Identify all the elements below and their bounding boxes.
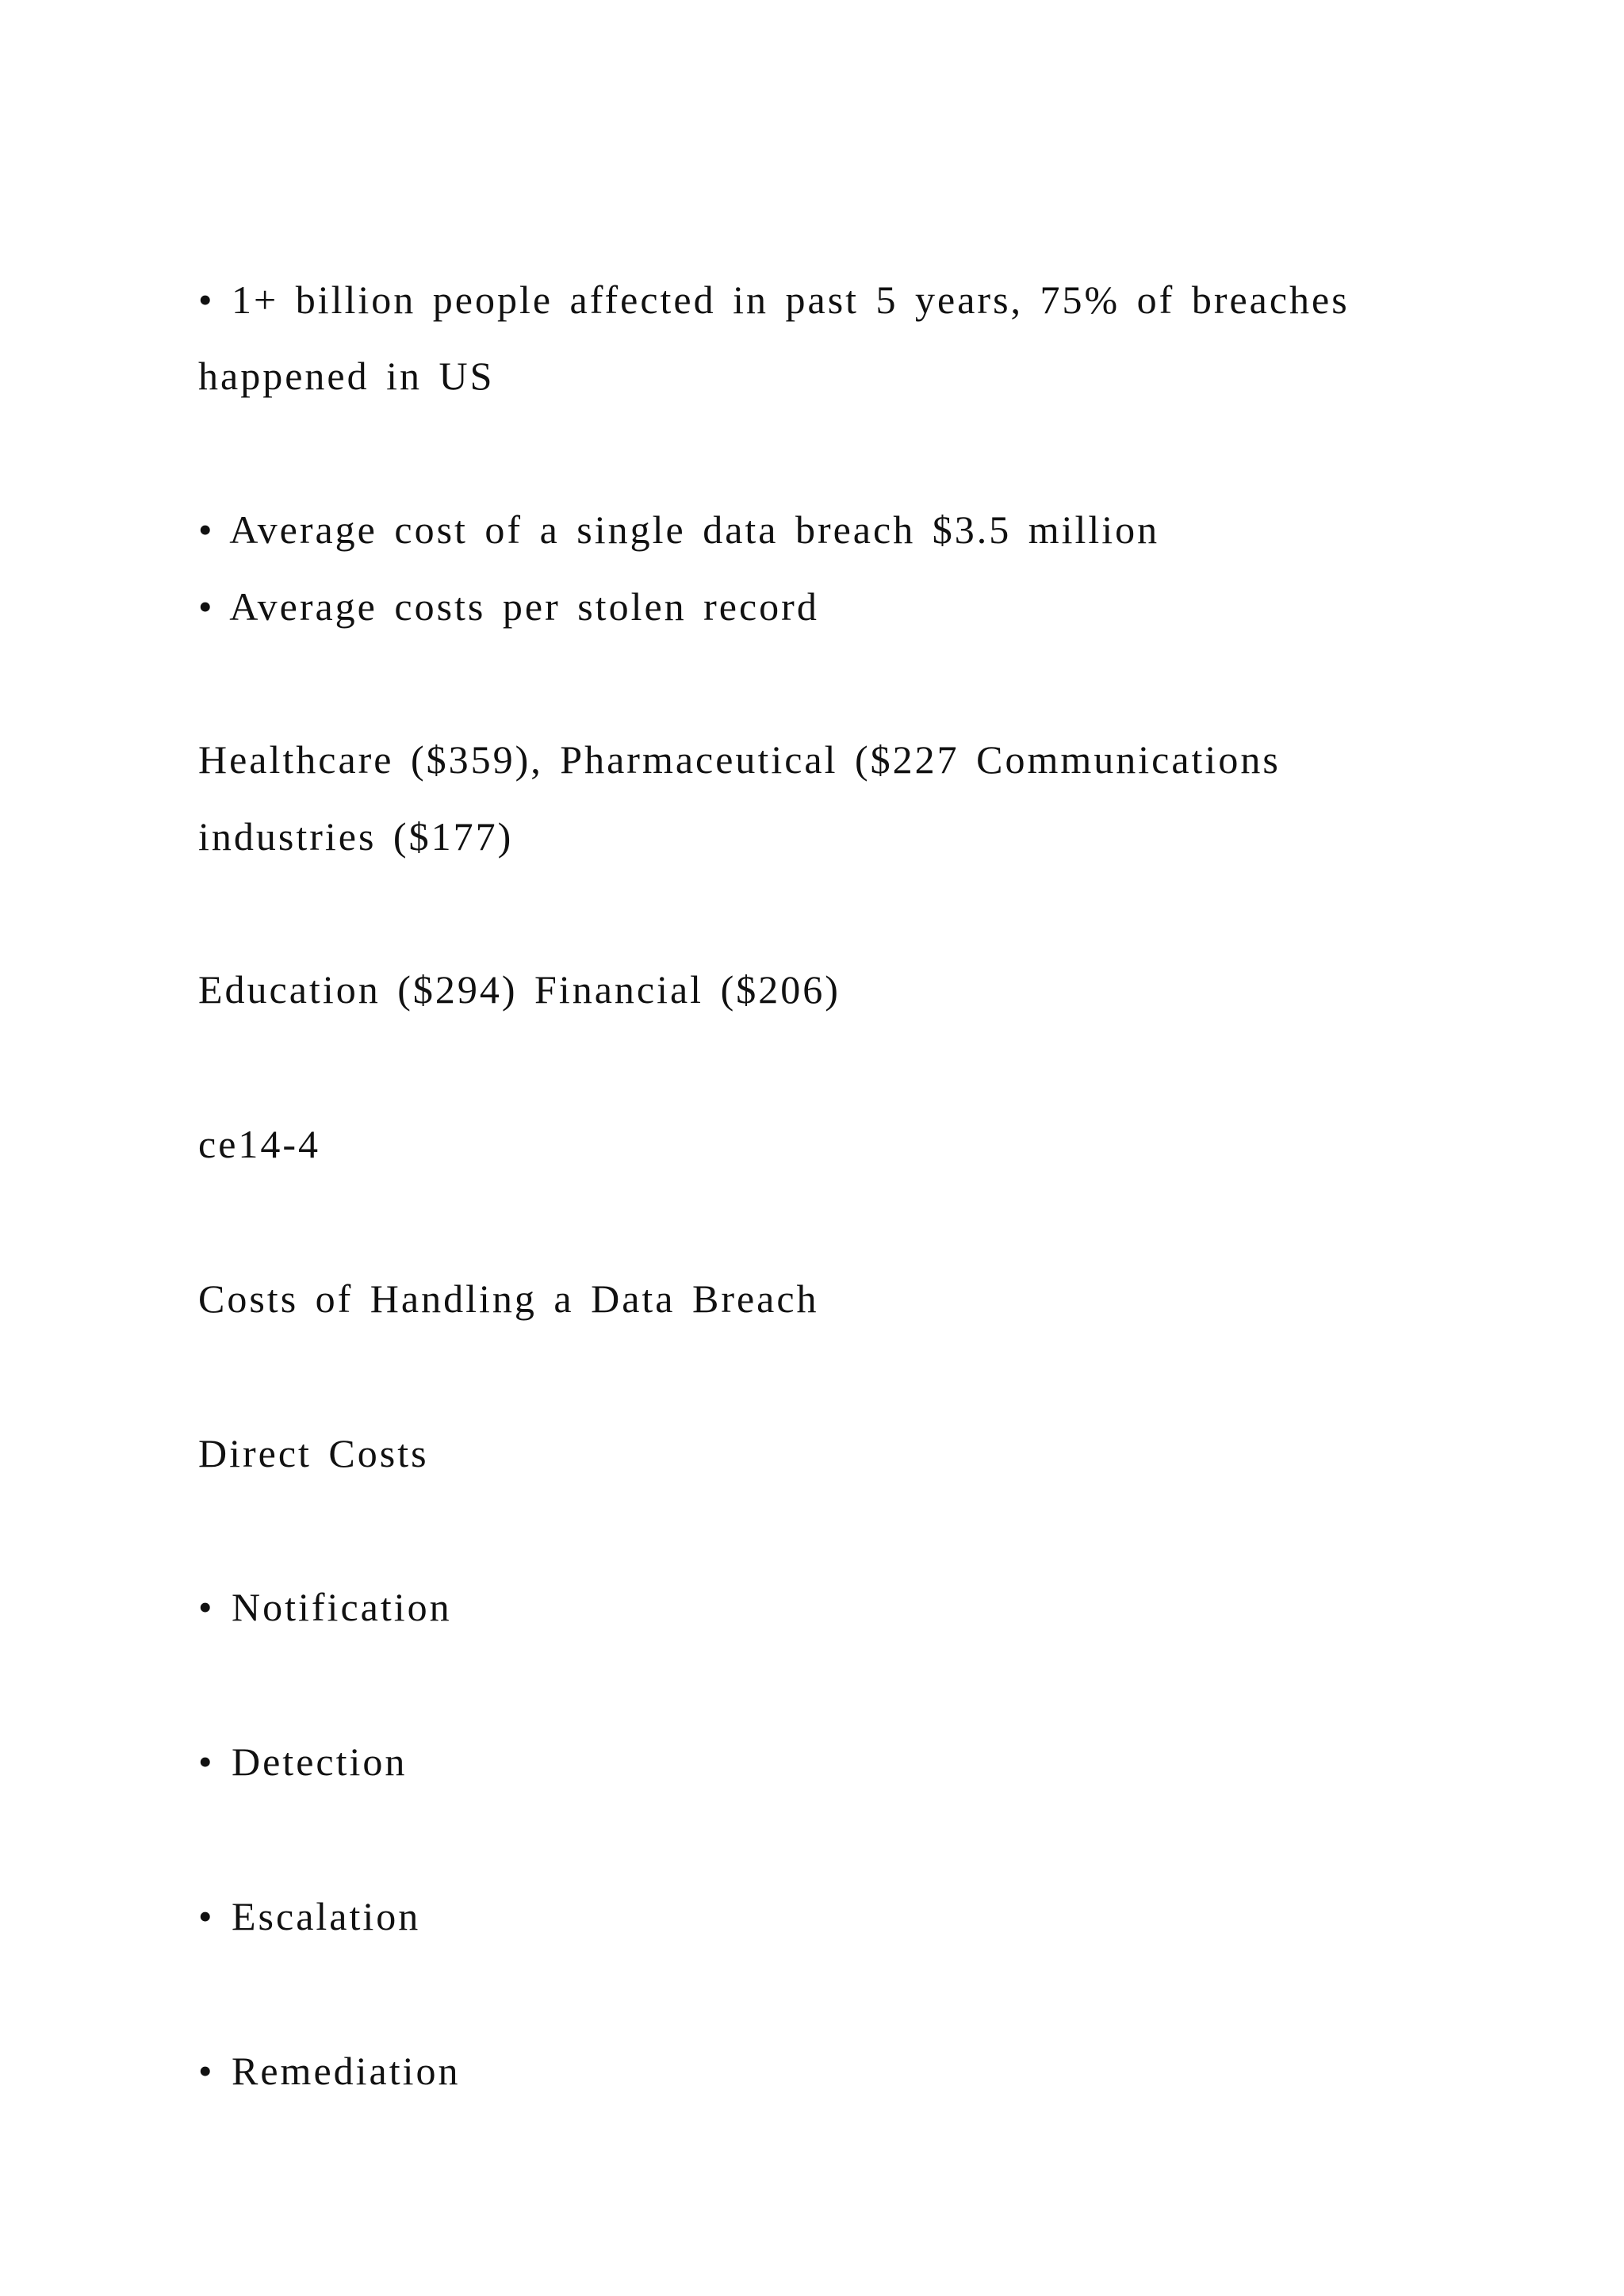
section-heading: Costs of Handling a Data Breach xyxy=(198,1276,819,1321)
bullet-people-affected-continued: happened in US xyxy=(198,354,495,398)
bullet-people-affected: • 1+ billion people affected in past 5 years, 75% of breaches xyxy=(198,277,1350,322)
bullet-detection: • Detection xyxy=(198,1739,408,1784)
slide-reference: ce14-4 xyxy=(198,1122,321,1166)
bullet-remediation: • Remediation xyxy=(198,2049,461,2093)
industry-costs-line-1: Healthcare ($359), Pharmaceutical ($227 Communications xyxy=(198,737,1281,782)
subheading-direct-costs: Direct Costs xyxy=(198,1431,429,1475)
bullet-escalation: • Escalation xyxy=(198,1894,421,1938)
industry-costs-line-3: Education ($294) Financial ($206) xyxy=(198,967,841,1012)
bullet-average-cost-breach: • Average cost of a single data breach $3.5 million xyxy=(198,507,1160,552)
bullet-average-cost-record: • Average costs per stolen record xyxy=(198,584,819,629)
bullet-notification: • Notification xyxy=(198,1585,452,1629)
industry-costs-line-2: industries ($177) xyxy=(198,814,514,859)
